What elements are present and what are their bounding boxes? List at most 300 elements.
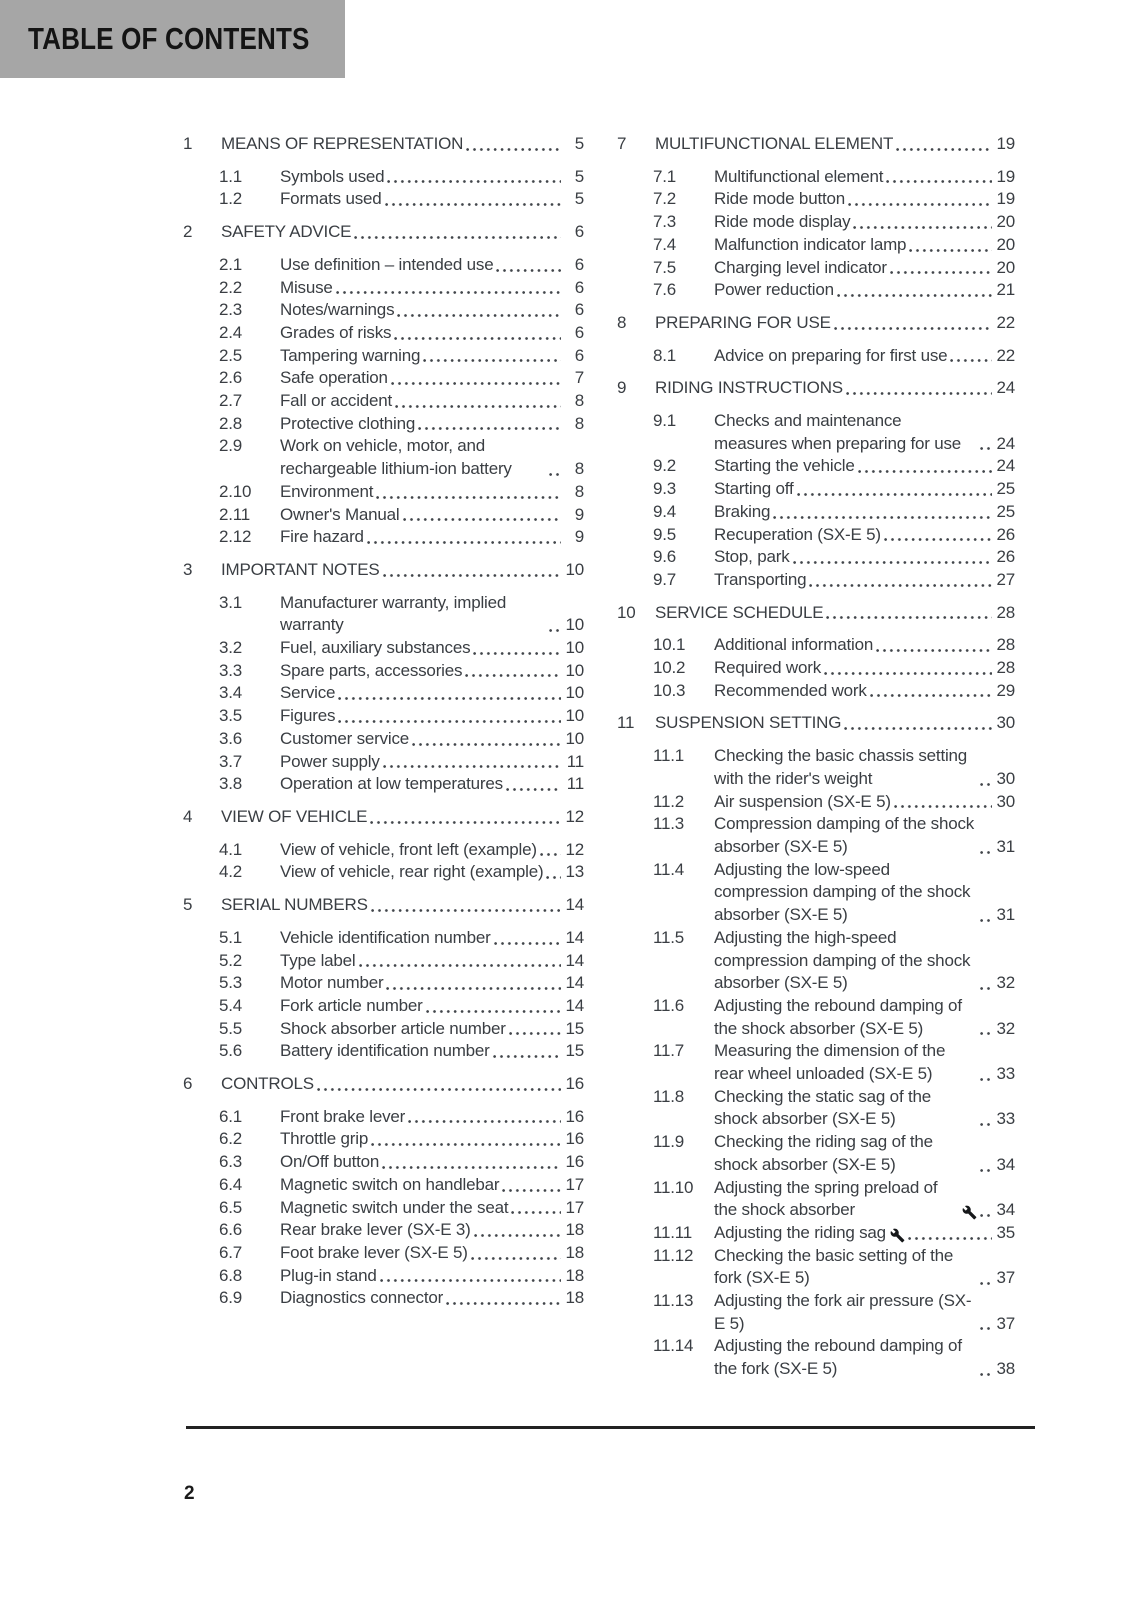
toc-item-title: Notes/warnings: [280, 300, 395, 320]
toc-entry-row: [219, 972, 584, 995]
toc-entry-row: [219, 254, 584, 277]
toc-entry-row: [653, 501, 1015, 524]
toc-item-number: 10.1: [653, 635, 686, 655]
toc-item-body: [280, 1242, 584, 1265]
dot-leader: [338, 696, 561, 701]
toc-item-title: Additional information: [714, 635, 874, 655]
toc-item-page: 6: [574, 254, 584, 274]
toc-item-title: Power reduction: [714, 280, 834, 300]
dot-leader: [793, 560, 993, 565]
toc-item-title: Adjusting the riding sag: [714, 1222, 886, 1242]
toc-item-title: PREPARING FOR USE: [655, 312, 831, 332]
dot-leader: [826, 615, 992, 620]
toc-item-body: [655, 602, 1015, 625]
toc-item-number: 2.11: [219, 504, 251, 524]
dot-leader: [376, 495, 561, 500]
toc-item-body: [714, 657, 1015, 680]
toc-entry-row: [653, 211, 1015, 234]
toc-entry-row: [653, 455, 1015, 478]
toc-item-page: 25: [996, 479, 1015, 499]
toc-item-body: [280, 277, 584, 300]
toc-item-body: [714, 1335, 1015, 1380]
toc-item-page: 38: [996, 1359, 1015, 1379]
toc-item-title: Adjusting the rebound damping of the shock absorber (SX-E 5): [714, 995, 962, 1038]
toc-item-page: 26: [996, 524, 1015, 544]
toc-item-page: 7: [574, 368, 584, 388]
toc-entry-row: [219, 1128, 584, 1151]
toc-item-number: 7: [617, 134, 627, 153]
toc-item-body: [714, 211, 1015, 234]
toc-item-title: Spare parts, accessories: [280, 660, 463, 680]
toc-entry-row: [219, 367, 584, 390]
toc-entry-row: [653, 1086, 1015, 1131]
toc-item-body: [714, 345, 1015, 368]
dot-leader: [884, 537, 992, 542]
toc-item-page: 10: [565, 638, 584, 658]
toc-item-number: 6.3: [219, 1152, 243, 1172]
toc-item-page: 26: [996, 547, 1015, 567]
toc-entry-row: [219, 660, 584, 683]
dot-leader: [773, 515, 992, 520]
toc-section-row: [617, 133, 1015, 156]
dot-leader: [980, 986, 992, 991]
dot-leader: [980, 782, 992, 787]
toc-item-body: [280, 861, 584, 884]
toc-item-title: Air suspension (SX-E 5): [714, 791, 891, 811]
toc-entry-row: [219, 299, 584, 322]
toc-item-title: Magnetic switch on handlebar: [280, 1174, 500, 1194]
toc-item-number: 2.2: [219, 277, 243, 297]
dot-leader: [980, 446, 992, 451]
toc-item-number: 9: [617, 378, 627, 398]
dot-leader: [909, 248, 992, 253]
toc-item-title: Checking the riding sag of the shock absorber (SX-E 5): [714, 1132, 933, 1174]
toc-item-number: 2.6: [219, 368, 243, 388]
toc-item-number: 11.8: [653, 1086, 685, 1106]
dot-leader: [383, 764, 561, 769]
dot-leader: [894, 804, 992, 809]
toc-item-number: 10.2: [653, 658, 686, 678]
dot-leader: [980, 918, 992, 923]
toc-item-title: SERVICE SCHEDULE: [655, 602, 824, 622]
toc-item-body: [280, 504, 584, 527]
toc-item-page: 27: [996, 569, 1015, 589]
toc-item-number: 3.7: [219, 751, 243, 771]
dot-leader: [950, 358, 992, 363]
toc-item-title: SERIAL NUMBERS: [221, 895, 368, 915]
dot-leader: [848, 202, 992, 207]
toc-entry-row: [219, 1242, 584, 1265]
toc-entry-row: [653, 859, 1015, 927]
toc-item-title: Required work: [714, 658, 822, 678]
toc-item-body: [714, 257, 1015, 280]
toc-entry-row: [219, 1265, 584, 1288]
toc-entry-row: [653, 927, 1015, 995]
toc-item-body: [714, 279, 1015, 302]
toc-entry-row: [653, 995, 1015, 1040]
toc-item-number: 7.6: [653, 280, 677, 300]
toc-item-body: [714, 813, 1015, 858]
toc-item-page: 16: [565, 1152, 584, 1172]
toc-item-number: 1.1: [219, 166, 243, 186]
toc-item-number: 11.1: [653, 746, 685, 766]
toc-item-title: Fall or accident: [280, 391, 393, 411]
toc-item-page: 14: [565, 927, 584, 947]
dot-leader: [540, 852, 561, 857]
header-banner: [0, 0, 345, 78]
toc-item-number: 11.13: [653, 1291, 694, 1311]
toc-item-title: Checking the basic chassis setting with the rider's weight: [714, 746, 968, 788]
toc-item-number: 5.6: [219, 1041, 243, 1061]
toc-item-number: 1: [183, 134, 193, 153]
toc-entry-row: [219, 188, 584, 211]
toc-item-number: 11: [617, 713, 635, 733]
toc-item-page: 8: [574, 391, 584, 411]
toc-item-page: 34: [996, 1200, 1015, 1220]
dot-leader: [980, 1077, 992, 1082]
toc-item-number: 11.9: [653, 1132, 685, 1152]
toc-item-number: 5.1: [219, 927, 243, 947]
toc-item-body: [280, 1018, 584, 1041]
toc-entry-row: [653, 1131, 1015, 1176]
footer-divider: [186, 1426, 1035, 1429]
toc-entry-row: [653, 1040, 1015, 1085]
toc-item-title: Stop, park: [714, 547, 790, 567]
toc-entry-row: [653, 1245, 1015, 1290]
toc-item-page: 25: [996, 501, 1015, 521]
wrench-icon: [890, 1228, 905, 1243]
toc-item-body: [280, 927, 584, 950]
toc-item-body: [280, 705, 584, 728]
toc-item-page: 14: [565, 895, 584, 915]
toc-entry-row: [219, 995, 584, 1018]
toc-item-page: 17: [565, 1174, 584, 1194]
dot-leader: [876, 648, 992, 653]
toc-item-page: 19: [996, 134, 1015, 153]
dot-leader: [980, 1031, 992, 1036]
toc-section-row: [617, 377, 1015, 400]
page-title: TABLE OF CONTENTS: [28, 21, 310, 56]
toc-entry-row: [219, 1151, 584, 1174]
toc-item-title: Type label: [280, 950, 356, 970]
dot-leader: [837, 293, 992, 298]
toc-item-page: 18: [565, 1242, 584, 1262]
toc-item-body: [221, 806, 584, 829]
toc-item-number: 2.7: [219, 391, 243, 411]
toc-item-number: 7.3: [653, 212, 677, 232]
dot-leader: [382, 1165, 561, 1170]
toc-item-title: Fork article number: [280, 995, 423, 1015]
toc-item-number: 6.4: [219, 1174, 243, 1194]
toc-entry-row: [653, 634, 1015, 657]
toc-item-body: [280, 322, 584, 345]
toc-item-number: 4.1: [219, 839, 243, 859]
toc-item-body: [714, 791, 1015, 814]
dot-leader: [403, 517, 562, 522]
toc-item-title: Checking the basic setting of the fork (SX-E 5): [714, 1245, 954, 1288]
toc-item-page: 28: [996, 635, 1015, 655]
toc-section-row: [617, 312, 1015, 335]
toc-entry-row: [219, 751, 584, 774]
dot-leader: [846, 391, 992, 396]
toc-item-number: 6.2: [219, 1129, 243, 1149]
toc-item-number: 11.10: [653, 1177, 694, 1197]
toc-item-title: CONTROLS: [221, 1074, 314, 1094]
toc-item-title: Adjusting the high-speed compression damping of the shock absorber (SX-E 5): [714, 927, 971, 993]
toc-entry-row: [219, 637, 584, 660]
dot-leader: [853, 225, 992, 230]
toc-column-left: [183, 133, 584, 1310]
toc-item-page: 32: [996, 973, 1015, 993]
toc-item-title: IMPORTANT NOTES: [221, 559, 380, 579]
dot-leader: [494, 941, 561, 946]
toc-item-page: 8: [574, 459, 584, 479]
toc-item-title: Battery identification number: [280, 1041, 490, 1061]
toc-item-number: 6: [183, 1074, 193, 1094]
dot-leader: [493, 1054, 561, 1059]
toc-item-title: Adjusting the low-speed compression damping of the shock absorber (SX-E 5): [714, 859, 971, 925]
dot-leader: [980, 1213, 992, 1218]
toc-item-page: 9: [574, 527, 584, 547]
toc-entry-row: [219, 705, 584, 728]
toc-item-number: 9.2: [653, 456, 677, 476]
toc-item-title: Braking: [714, 501, 771, 521]
toc-item-page: 20: [996, 212, 1015, 232]
toc-item-body: [714, 524, 1015, 547]
toc-item-page: 24: [996, 378, 1015, 398]
dot-leader: [338, 719, 561, 724]
toc-entry-row: [653, 680, 1015, 703]
toc-item-body: [280, 390, 584, 413]
toc-item-page: 6: [574, 300, 584, 320]
toc-item-number: 8: [617, 312, 627, 332]
toc-item-title: Malfunction indicator lamp: [714, 234, 907, 254]
toc-item-body: [280, 166, 584, 189]
toc-item-page: 30: [996, 791, 1015, 811]
toc-item-title: Symbols used: [280, 166, 385, 186]
toc-item-title: View of vehicle, front left (example): [280, 839, 537, 859]
toc-item-page: 30: [996, 713, 1015, 733]
dot-leader: [834, 326, 992, 331]
dot-leader: [423, 358, 561, 363]
toc-item-title: Ride mode button: [714, 189, 845, 209]
toc-entry-row: [219, 390, 584, 413]
toc-item-number: 9.5: [653, 524, 677, 544]
toc-item-title: Charging level indicator: [714, 257, 887, 277]
toc-entry-row: [219, 950, 584, 973]
toc-item-page: 22: [996, 345, 1015, 365]
dot-leader: [391, 381, 561, 386]
toc-item-body: [714, 927, 1015, 995]
toc-item-title: Tampering warning: [280, 345, 421, 365]
toc-item-body: [714, 995, 1015, 1040]
toc-item-number: 9.1: [653, 411, 677, 431]
toc-entry-row: [653, 524, 1015, 547]
toc-item-page: 14: [565, 950, 584, 970]
toc-item-page: 35: [996, 1222, 1015, 1242]
toc-item-number: 6.1: [219, 1106, 243, 1126]
toc-item-title: Rear brake lever (SX-E 3): [280, 1220, 471, 1240]
toc-item-title: Figures: [280, 706, 336, 726]
toc-item-body: [655, 133, 1015, 156]
dot-leader: [980, 1326, 992, 1331]
dot-leader: [397, 313, 561, 318]
toc-item-number: 5.4: [219, 995, 243, 1015]
toc-item-title: Customer service: [280, 728, 410, 748]
toc-item-body: [280, 728, 584, 751]
dot-leader: [395, 404, 561, 409]
toc-item-number: 11.12: [653, 1245, 694, 1265]
toc-section-row: [617, 712, 1015, 735]
toc-item-body: [221, 133, 584, 156]
toc-item-number: 3.4: [219, 683, 243, 703]
toc-item-title: Throttle grip: [280, 1129, 369, 1149]
toc-item-number: 11.5: [653, 927, 685, 947]
toc-item-title: Use definition – intended use: [280, 254, 494, 274]
toc-entry-row: [219, 166, 584, 189]
toc-item-title: Adjusting the fork air pressure (SX-E 5): [714, 1291, 972, 1333]
toc-item-title: VIEW OF VEHICLE: [221, 806, 368, 826]
toc-item-title: Transporting: [714, 569, 807, 589]
toc-item-number: 9.6: [653, 547, 677, 567]
toc-entry-row: [219, 526, 584, 549]
toc-item-title: Fuel, auxiliary substances: [280, 638, 471, 658]
toc-item-title: Magnetic switch under the seat: [280, 1197, 509, 1217]
toc-item-title: Misuse: [280, 277, 333, 297]
toc-item-title: MULTIFUNCTIONAL ELEMENT: [655, 134, 894, 153]
toc-item-title: Motor number: [280, 973, 384, 993]
toc-item-page: 10: [565, 728, 584, 748]
toc-item-page: 21: [996, 280, 1015, 300]
dot-leader: [465, 673, 561, 678]
toc-item-title: Diagnostics connector: [280, 1288, 444, 1308]
toc-entry-row: [219, 839, 584, 862]
toc-item-body: [714, 546, 1015, 569]
dot-leader: [380, 1278, 561, 1283]
toc-section-row: [183, 806, 584, 829]
toc-item-title: Recuperation (SX-E 5): [714, 524, 881, 544]
toc-entry-row: [219, 504, 584, 527]
toc-item-body: [221, 894, 584, 917]
toc-item-page: 28: [996, 658, 1015, 678]
dot-leader: [511, 1210, 561, 1215]
dot-leader: [336, 290, 561, 295]
toc-item-title: Adjusting the rebound damping of the fork (SX-E 5): [714, 1336, 962, 1379]
toc-item-body: [280, 1197, 584, 1220]
toc-item-page: 16: [565, 1074, 584, 1094]
toc-entry-row: [219, 682, 584, 705]
toc-entry-row: [653, 1290, 1015, 1335]
toc-item-page: 24: [996, 433, 1015, 453]
toc-item-page: 20: [996, 234, 1015, 254]
toc-section-row: [183, 221, 584, 244]
toc-item-number: 3.1: [219, 592, 243, 612]
toc-item-body: [221, 559, 584, 582]
toc-item-body: [714, 188, 1015, 211]
toc-entry-row: [219, 345, 584, 368]
toc-entry-row: [653, 657, 1015, 680]
toc-item-page: 11: [566, 774, 584, 794]
toc-item-body: [280, 188, 584, 211]
toc-item-title: Recommended work: [714, 680, 867, 700]
dot-leader: [446, 1301, 561, 1306]
toc-item-page: 16: [565, 1129, 584, 1149]
toc-section-row: [183, 894, 584, 917]
toc-item-title: Measuring the dimension of the rear wheel unloaded (SX-E 5): [714, 1041, 946, 1084]
toc-item-number: 11.11: [653, 1222, 693, 1242]
toc-item-body: [280, 1265, 584, 1288]
toc-section-row: [183, 559, 584, 582]
toc-item-number: 5.5: [219, 1018, 243, 1038]
toc-item-page: 6: [574, 322, 584, 342]
toc-item-body: [714, 1222, 1015, 1245]
toc-item-number: 6.7: [219, 1242, 243, 1262]
dot-leader: [383, 573, 561, 578]
toc-section-row: [617, 602, 1015, 625]
toc-item-number: 2: [183, 222, 193, 242]
dot-leader: [496, 268, 561, 273]
toc-item-number: 11.14: [653, 1336, 694, 1356]
toc-item-number: 5.3: [219, 973, 243, 993]
toc-item-number: 3: [183, 559, 193, 579]
toc-item-title: Multifunctional element: [714, 166, 884, 186]
dot-leader: [980, 1168, 992, 1173]
toc-item-body: [280, 254, 584, 277]
toc-item-number: 8.1: [653, 345, 677, 365]
toc-item-body: [280, 367, 584, 390]
toc-item-title: Front brake lever: [280, 1106, 406, 1126]
toc-item-page: 37: [996, 1313, 1015, 1333]
dot-leader: [980, 850, 992, 855]
dot-leader: [412, 742, 561, 747]
toc-item-page: 31: [996, 836, 1015, 856]
toc-entry-row: [219, 1174, 584, 1197]
toc-item-number: 3.3: [219, 660, 243, 680]
toc-item-body: [714, 1290, 1015, 1335]
toc-item-title: RIDING INSTRUCTIONS: [655, 378, 843, 398]
toc-item-body: [280, 1219, 584, 1242]
toc-item-body: [280, 773, 584, 796]
dot-leader: [418, 426, 561, 431]
toc-item-page: 9: [574, 504, 584, 524]
toc-entry-row: [219, 1106, 584, 1129]
dot-leader: [896, 147, 992, 152]
toc-item-number: 3.5: [219, 706, 243, 726]
toc-item-body: [280, 950, 584, 973]
toc-entry-row: [653, 410, 1015, 455]
toc-entry-row: [219, 773, 584, 796]
toc-item-title: Starting off: [714, 479, 794, 499]
toc-item-number: 11.2: [653, 791, 685, 811]
toc-item-number: 2.8: [219, 413, 243, 433]
toc-entry-row: [653, 234, 1015, 257]
toc-entry-row: [653, 279, 1015, 302]
toc-item-title: Owner's Manual: [280, 504, 400, 524]
toc-item-page: 17: [565, 1197, 584, 1217]
toc-item-number: 11.6: [653, 995, 685, 1015]
toc-item-page: 16: [565, 1106, 584, 1126]
toc-item-page: 8: [574, 413, 584, 433]
toc-section-row: [183, 133, 584, 156]
toc-item-number: 9.7: [653, 569, 677, 589]
toc-item-number: 6.5: [219, 1197, 243, 1217]
toc-item-title: View of vehicle, rear right (example): [280, 862, 544, 882]
toc-item-page: 5: [574, 166, 584, 186]
toc-item-body: [714, 410, 1015, 455]
toc-item-number: 3.2: [219, 638, 243, 658]
toc-item-page: 15: [565, 1041, 584, 1061]
toc-item-body: [280, 972, 584, 995]
